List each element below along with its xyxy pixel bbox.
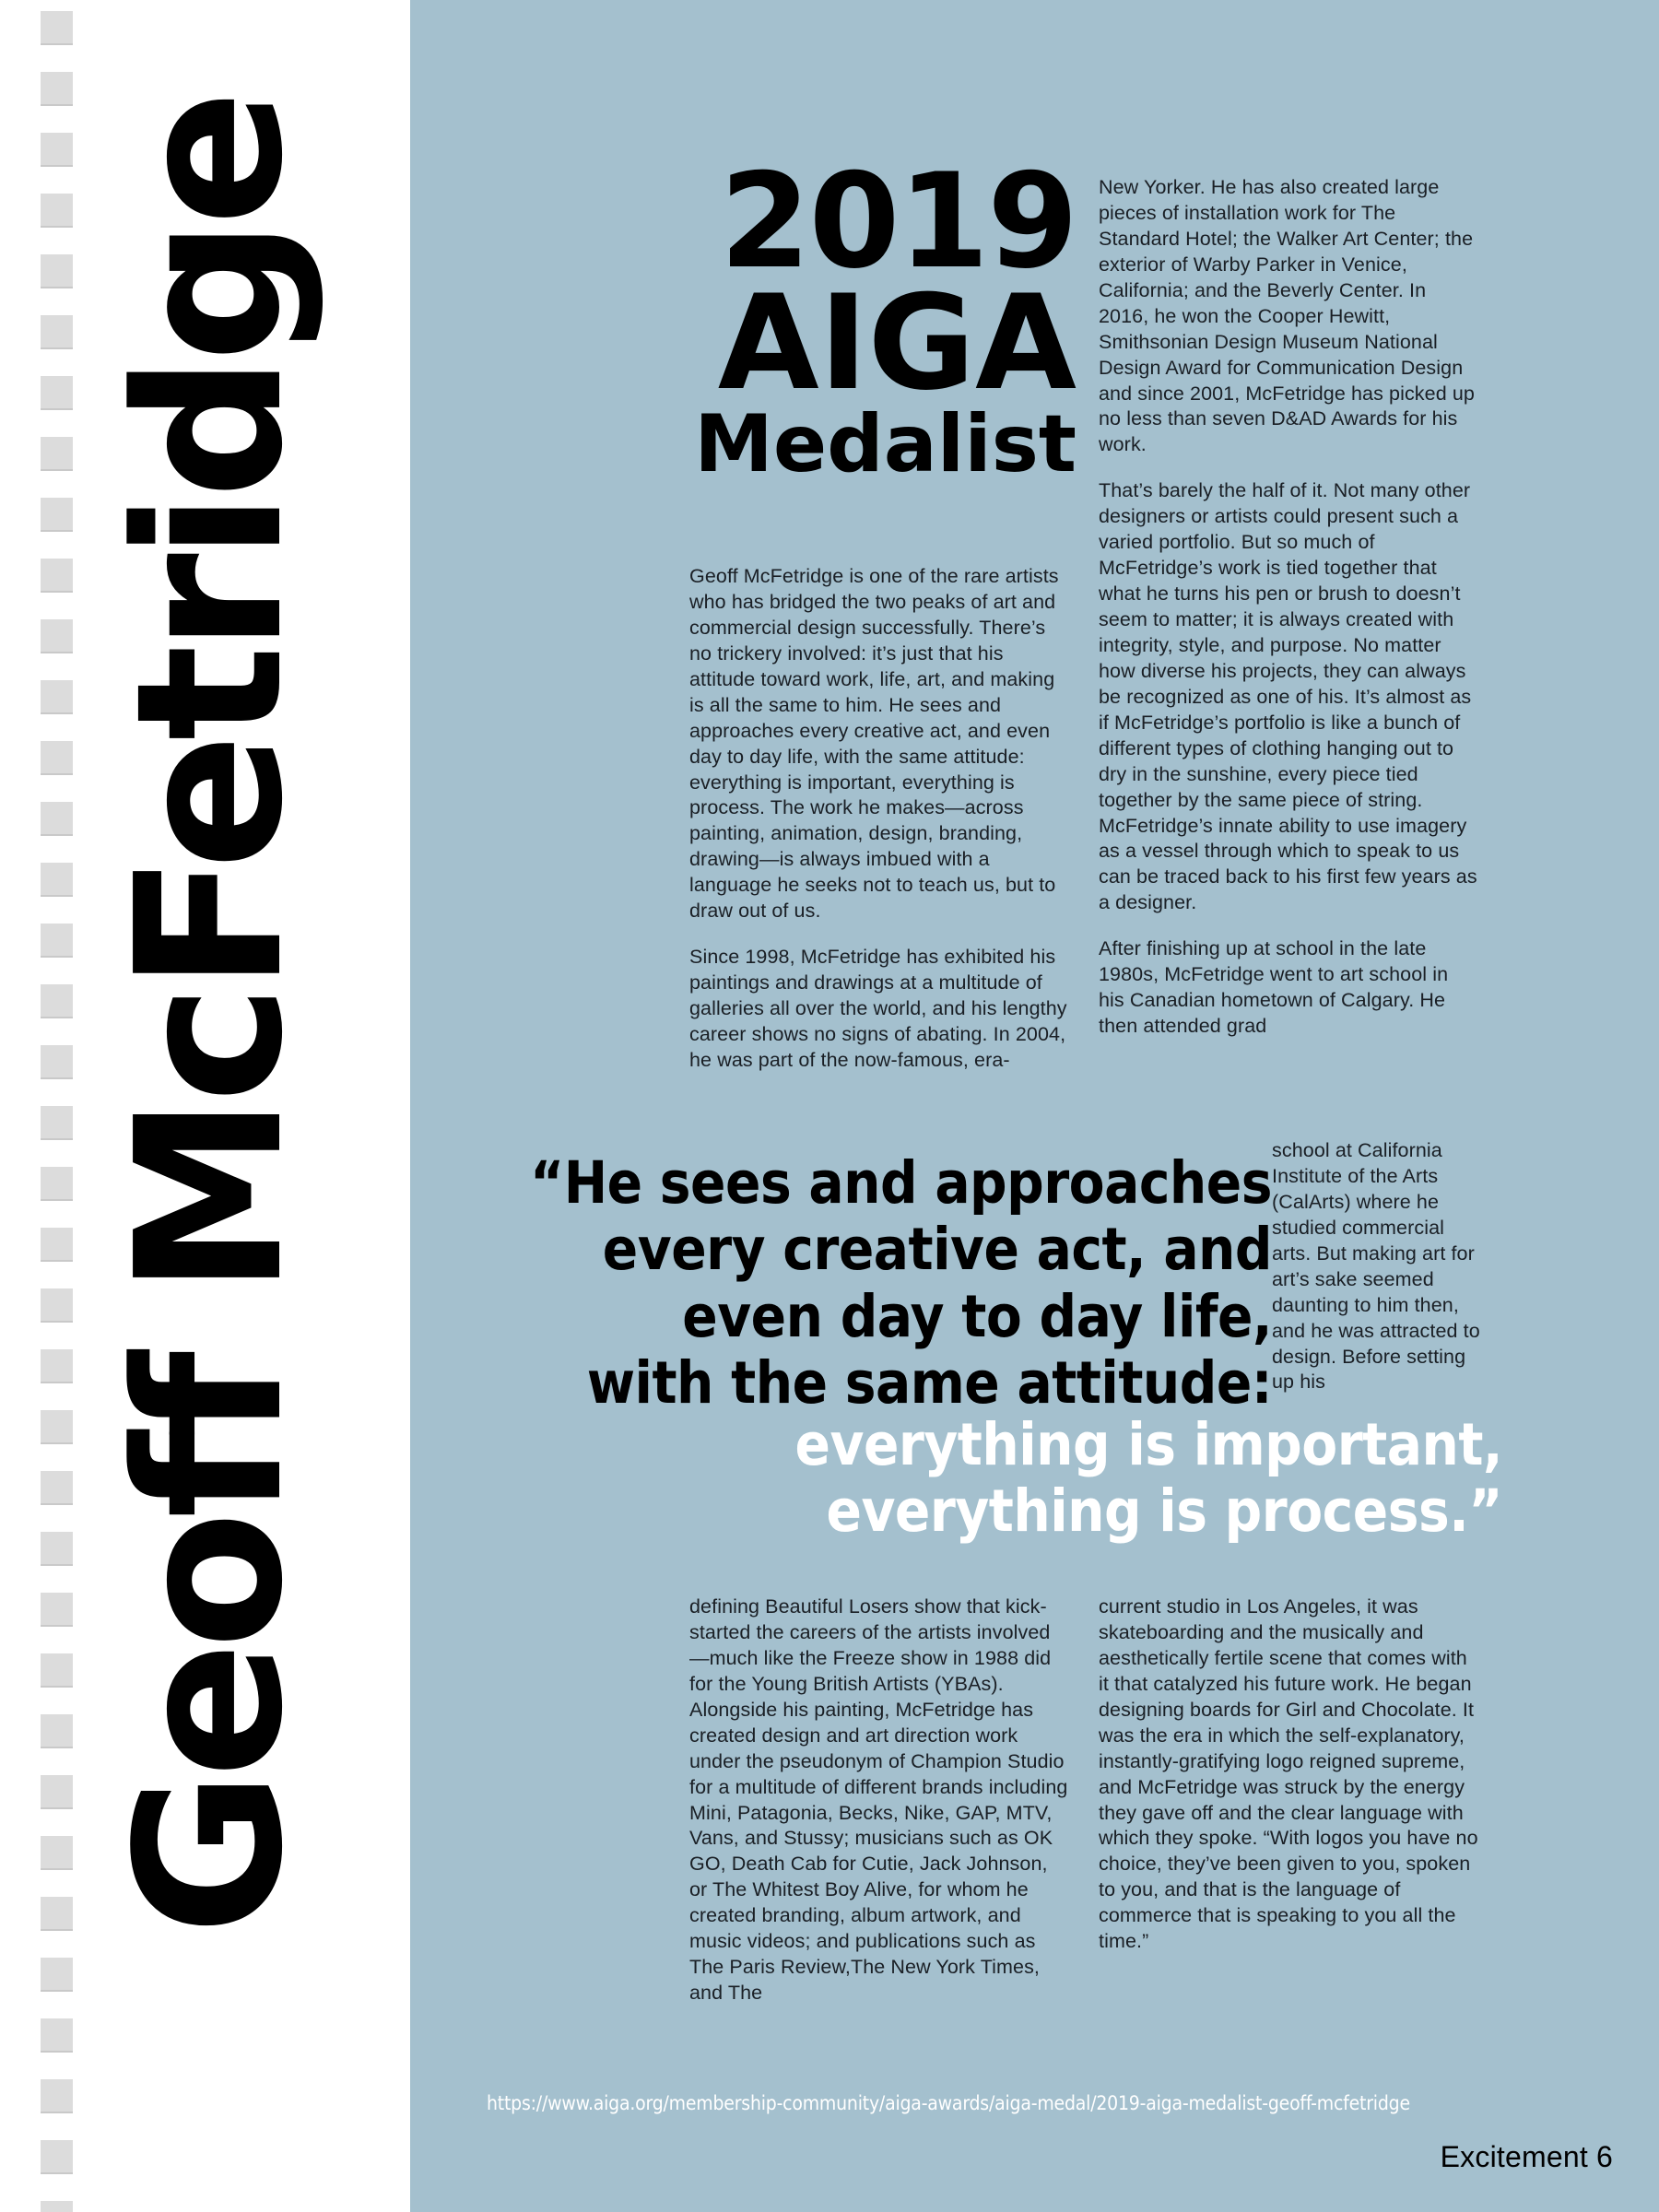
pull-quote-line: “He sees and approaches bbox=[529, 1149, 1272, 1217]
binding-hole bbox=[41, 1288, 73, 1323]
binding-hole bbox=[41, 498, 73, 532]
body-column-right-top bbox=[1099, 175, 1478, 1040]
pull-quote-line: everything is important, bbox=[794, 1411, 1502, 1478]
binding-hole bbox=[41, 984, 73, 1018]
body-column-right-narrow bbox=[1272, 1138, 1486, 1395]
pull-quote-line: even day to day life, bbox=[682, 1282, 1272, 1350]
binding-hole bbox=[41, 1714, 73, 1748]
binding-hole bbox=[41, 1228, 73, 1262]
page-number: Excitement 6 bbox=[1440, 2140, 1613, 2173]
binding-hole bbox=[41, 680, 73, 714]
binding-hole bbox=[41, 802, 73, 836]
binding-hole bbox=[41, 863, 73, 897]
binding-hole bbox=[41, 72, 73, 106]
body-paragraph: current studio in Los Angeles, it was skateboarding and the musically and aesthetically fertile scene that comes with it that catalyzed his future work. He began designing boards for Girl and Chocolate. It was the era in which the self-explanatory, instantly-gratifying logo reigned supreme, and McFetridge was struck by the energy they gave off and the clear language with which they spoke. “With logos you have no choice, they’ve been given to you, spoken to you, and that is the language of commerce that is speaking to you all the time.” bbox=[1099, 1595, 1478, 1953]
binding-hole bbox=[41, 2140, 73, 2174]
binding-hole bbox=[41, 1410, 73, 1444]
binding-hole bbox=[41, 559, 73, 593]
pull-quote-line: every creative act, and bbox=[602, 1216, 1272, 1284]
binding-hole bbox=[41, 1167, 73, 1201]
body-column-left-top bbox=[689, 564, 1069, 1074]
body-column-left-bottom bbox=[689, 1594, 1069, 2006]
headline-year: 2019 bbox=[719, 146, 1077, 298]
binding-hole bbox=[41, 1349, 73, 1383]
body-paragraph: New Yorker. He has also created large pieces of installation work for The Standard Hotel; the Walker Art Center; the exterior of Warby Parker in Venice, California; and the Beverly Center. In 2016, he won the Cooper Hewitt, Smithsonian Design Museum National Design Award for Communication Design and since 2001, McFetridge has picked up no less than seven D&AD Awards for his work. bbox=[1099, 176, 1475, 456]
binding-hole bbox=[41, 1593, 73, 1627]
binding-hole bbox=[41, 2201, 73, 2212]
binding-hole bbox=[41, 619, 73, 653]
binding-hole bbox=[41, 254, 73, 288]
body-paragraph: Geoff McFetridge is one of the rare artists who has bridged the two peaks of art and commercial design successfully. There’s no trickery involved: it’s just that his attitude toward work, life, art, and making is all the same to him. He sees and approaches every creative act, and even day to day life, with the same attitude: everything is important, everything is process. The work he makes—across painting, animation, design, branding, drawing—is always imbued with a language he seeks not to teach us, but to draw out of us. bbox=[689, 565, 1059, 923]
headline-award: Medalist bbox=[694, 398, 1077, 491]
binding-hole bbox=[41, 133, 73, 167]
binding-hole bbox=[41, 1532, 73, 1566]
binding-hole bbox=[41, 2079, 73, 2113]
body-paragraph: That’s barely the half of it. Not many other designers or artists could present such a varied portfolio. But so much of McFetridge’s work is tied together that what he turns his pen or brush to doesn’t seem to matter; it is always created with integrity, style, and purpose. No matter how diverse his projects, they can always be recognized as one of his. It’s almost as if McFetridge’s portfolio is like a bunch of different types of clothing hanging out to dry in the sunshine, every piece tied together by the same piece of string. McFetridge’s innate ability to use imagery as a vessel through which to speak to us can be traced back to his first few years as a designer. bbox=[1099, 479, 1477, 914]
binding-hole bbox=[41, 437, 73, 471]
spiral-binding bbox=[41, 0, 77, 2212]
body-paragraph: Since 1998, McFetridge has exhibited his paintings and drawings at a multitude of galleries all over the world, and his lengthy career shows no signs of abating. In 2004, he was part of the now-famous, era- bbox=[689, 946, 1067, 1071]
pull-quote-line: everything is process.” bbox=[826, 1477, 1502, 1546]
body-paragraph: school at California Institute of the Arts (CalArts) where he studied commercial arts. But making art for art’s sake seemed daunting to him then, and he was attracted to design. Before setting up his bbox=[1272, 1139, 1480, 1394]
binding-hole bbox=[41, 2018, 73, 2053]
pull-quote-white bbox=[571, 1412, 1502, 1546]
pull-quote-dark bbox=[387, 1150, 1272, 1418]
binding-hole bbox=[41, 194, 73, 228]
binding-hole bbox=[41, 741, 73, 775]
body-column-right-bottom bbox=[1099, 1594, 1478, 1955]
pull-quote-line: with the same attitude: bbox=[586, 1349, 1272, 1418]
binding-hole bbox=[41, 1775, 73, 1809]
binding-hole bbox=[41, 1471, 73, 1505]
vertical-designer-name-label: Geoff McFetridge bbox=[94, 97, 327, 1936]
binding-hole bbox=[41, 1045, 73, 1079]
binding-hole bbox=[41, 1106, 73, 1140]
binding-hole bbox=[41, 1958, 73, 1992]
binding-hole bbox=[41, 1897, 73, 1931]
body-paragraph: defining Beautiful Losers show that kick-started the careers of the artists involved—much like the Freeze show in 1988 did for the Young British Artists (YBAs). Alongside his painting, McFetridge has created design and art direction work under the pseudonym of Champion Studio for a multitude of different brands including Mini, Patagonia, Becks, Nike, GAP, MTV, Vans, and Stussy; musicians such as OK GO, Death Cab for Cutie, Jack Johnson, or The Whitest Boy Alive, for whom he created branding, album artwork, and music videos; and publications such as The Paris Review,The New York Times, and The bbox=[689, 1595, 1068, 2005]
binding-hole bbox=[41, 315, 73, 349]
source-url[interactable]: https://www.aiga.org/membership-community/aiga-awards/aiga-medal/2019-aiga-medalist-geoff-mcfetridge bbox=[487, 2092, 1410, 2114]
headline-org: AIGA bbox=[717, 267, 1077, 420]
binding-hole bbox=[41, 376, 73, 410]
body-paragraph: After finishing up at school in the late 1980s, McFetridge went to art school in his Canadian hometown of Calgary. He then attended grad bbox=[1099, 937, 1449, 1038]
page-title bbox=[689, 146, 1077, 491]
binding-hole bbox=[41, 1836, 73, 1870]
binding-hole bbox=[41, 11, 73, 45]
binding-hole bbox=[41, 1653, 73, 1688]
binding-hole bbox=[41, 924, 73, 958]
